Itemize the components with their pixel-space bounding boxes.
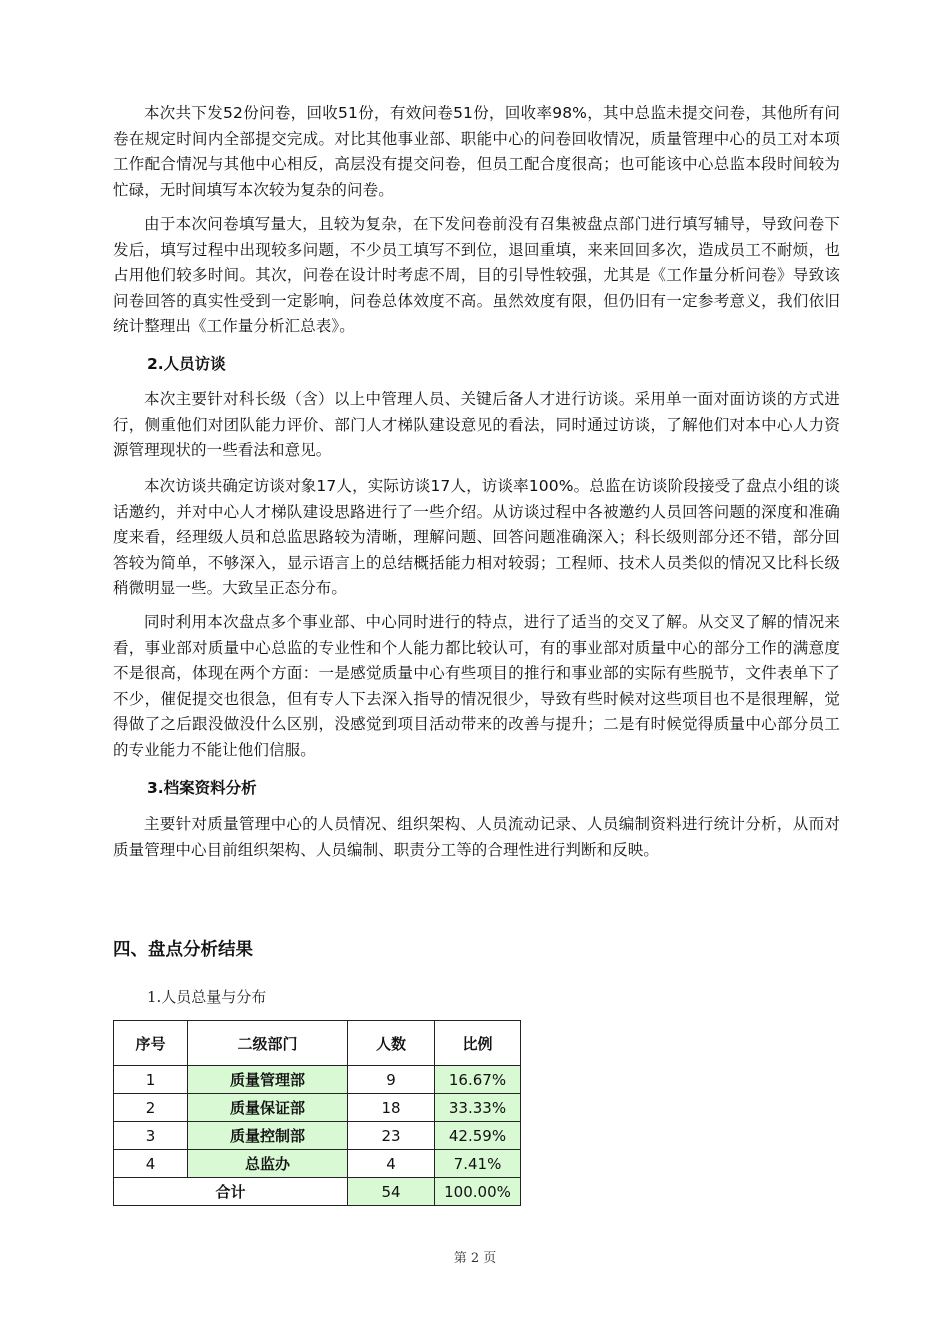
cell-no: 1 <box>114 1066 188 1094</box>
cell-ratio: 7.41% <box>435 1150 521 1178</box>
cell-dept: 质量管理部 <box>188 1066 348 1094</box>
cell-dept: 质量保证部 <box>188 1094 348 1122</box>
table-row <box>114 1066 521 1094</box>
header-no: 序号 <box>114 1021 188 1066</box>
total-ratio: 100.00% <box>435 1178 521 1206</box>
table-row <box>114 1122 521 1150</box>
cell-no: 2 <box>114 1094 188 1122</box>
paragraph-interview-results: 本次访谈共确定访谈对象17人，实际访谈17人，访谈率100%。总监在访谈阶段接受了盘点小组的谈话邀约，并对中心人才梯队建设思路进行了一些介绍。从访谈过程中各被邀约人员回答问题的深度和准确度来看，经理级人员和总监思路较为清晰，理解问题、回答问题准确深入；科长级则部分还不错，部分回答较为简单，不够深入，显示语言上的总结概括能力相对较弱；工程师、技术人员类似的情况又比科长级稍微明显一些。大致呈正态分布。 <box>113 477 840 597</box>
paragraph-questionnaire-recovery: 本次共下发52份问卷，回收51份，有效问卷51份，回收率98%，其中总监未提交问卷，其他所有问卷在规定时间内全部提交完成。对比其他事业部、职能中心的问卷回收情况，质量管理中心的员工对本项工作配合情况与其他中心相反，高层没有提交问卷，但员工配合度很高；也可能该中心总监本段时间较为忙碌，无时间填写本次较为复杂的问卷。 <box>113 104 840 199</box>
table-row <box>114 1094 521 1122</box>
page-number: 第 2 页 <box>453 1251 497 1266</box>
header-ratio: 比例 <box>435 1021 521 1066</box>
paragraph-questionnaire-issues: 由于本次问卷填写量大，且较为复杂，在下发问卷前没有召集被盘点部门进行填写辅导，导致问卷下发后，填写过程中出现较多问题，不少员工填写不到位，退回重填，来来回回多次，造成员工不耐烦，也占用他们较多时间。其次，问卷在设计时考虑不周，目的引导性较强，尤其是《工作量分析问卷》导致该问卷回答的真实性受到一定影响，问卷总体效度不高。虽然效度有限，但仍旧有一定参考意义，我们依旧统计整理出《工作量分析汇总表》。 <box>113 215 840 335</box>
cell-count: 23 <box>348 1122 435 1150</box>
paragraph-interview-scope: 本次主要针对科长级（含）以上中管理人员、关键后备人才进行访谈。采用单一面对面访谈的方式进行，侧重他们对团队能力评价、部门人才梯队建设意见的看法，同时通过访谈，了解他们对本中心人力资源管理现状的一些看法和意见。 <box>113 390 840 459</box>
total-count: 54 <box>348 1178 435 1206</box>
header-count: 人数 <box>348 1021 435 1066</box>
cell-count: 9 <box>348 1066 435 1094</box>
cell-no: 3 <box>114 1122 188 1150</box>
cell-dept: 质量控制部 <box>188 1122 348 1150</box>
cell-no: 4 <box>114 1150 188 1178</box>
section-title: 四、盘点分析结果 <box>113 940 253 960</box>
cell-count: 4 <box>348 1150 435 1178</box>
header-dept: 二级部门 <box>188 1021 348 1066</box>
table-total-row <box>114 1178 521 1206</box>
cell-ratio: 33.33% <box>435 1094 521 1122</box>
table-caption: 1.人员总量与分布 <box>147 988 267 1006</box>
cell-dept: 总监办 <box>188 1150 348 1178</box>
subheading-interview: 2.人员访谈 <box>147 355 226 373</box>
paragraph-archive-analysis: 主要针对质量管理中心的人员情况、组织架构、人员流动记录、人员编制资料进行统计分析，从而对质量管理中心目前组织架构、人员编制、职责分工等的合理性进行判断和反映。 <box>113 815 840 859</box>
cell-ratio: 16.67% <box>435 1066 521 1094</box>
table-header-row <box>114 1021 521 1066</box>
table-row <box>114 1150 521 1178</box>
subheading-archive: 3.档案资料分析 <box>147 779 257 797</box>
cell-count: 18 <box>348 1094 435 1122</box>
headcount-table <box>113 1020 521 1206</box>
total-label: 合计 <box>114 1178 348 1206</box>
paragraph-cross-understanding: 同时利用本次盘点多个事业部、中心同时进行的特点，进行了适当的交叉了解。从交叉了解的情况来看，事业部对质量中心总监的专业性和个人能力都比较认可，有的事业部对质量中心的部分工作的满意度不是很高，体现在两个方面：一是感觉质量中心有些项目的推行和事业部的实际有些脱节，文件表单下了不少，催促提交也很急，但有专人下去深入指导的情况很少，导致有些时候对这些项目也不是很理解，觉得做了之后跟没做没什么区别，没感觉到项目活动带来的改善与提升；二是有时候觉得质量中心部分员工的专业能力不能让他们信服。 <box>113 613 840 759</box>
cell-ratio: 42.59% <box>435 1122 521 1150</box>
